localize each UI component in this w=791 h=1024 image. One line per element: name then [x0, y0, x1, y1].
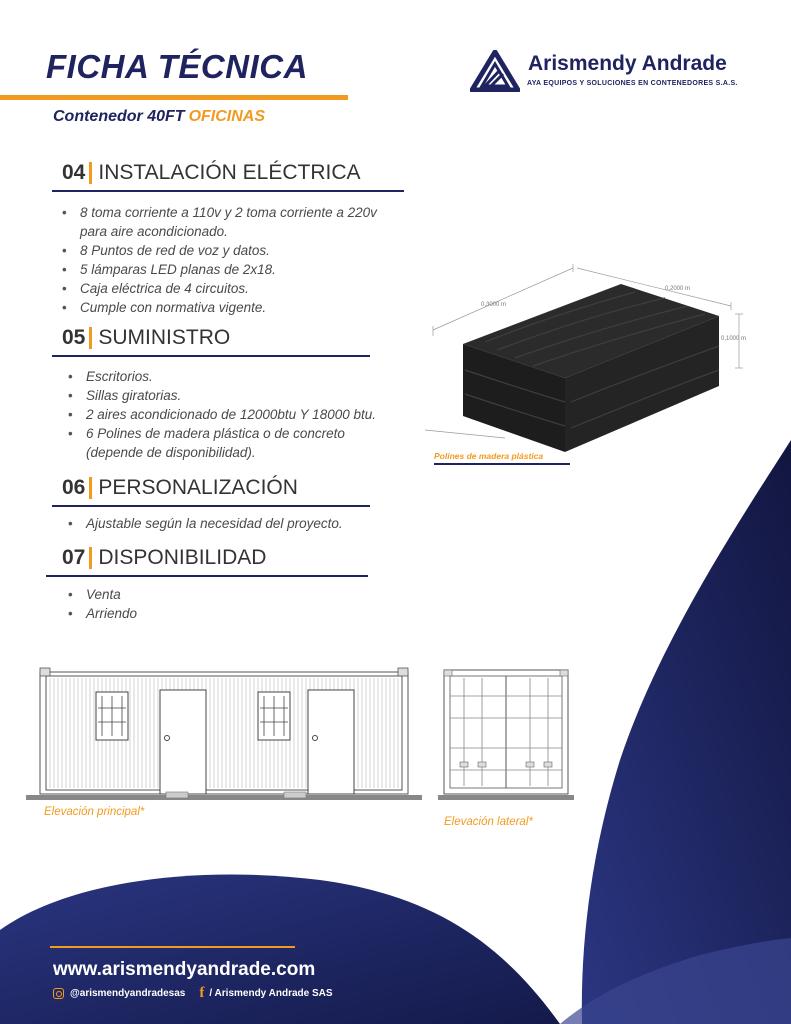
dimension-width-label: 0,2000 m: [665, 286, 691, 292]
main-elevation-drawing: [26, 666, 422, 804]
website-link[interactable]: www.arismendyandrade.com: [53, 959, 316, 980]
render-caption: Polines de madera plástica: [434, 451, 570, 465]
section-number: 05: [62, 326, 86, 349]
section-separator: [89, 162, 92, 184]
section-04-heading: [62, 158, 361, 188]
section-number: 06: [62, 476, 86, 499]
dimension-length-label: 0,3000 m: [481, 302, 507, 308]
list-item: • 8 toma corriente a 110v y 2 toma corriente a 220v para aire acondicionado.: [58, 203, 388, 241]
section-number: 07: [62, 546, 86, 569]
section-title: PERSONALIZACIÓN: [98, 476, 298, 499]
brand-tagline: AYA EQUIPOS Y SOLUCIONES EN CONTENEDORES S.A.S.: [527, 80, 738, 87]
section-title: INSTALACIÓN ELÉCTRICA: [98, 161, 361, 184]
list-item: • Ajustable según la necesidad del proyecto.: [64, 514, 404, 533]
list-item: • Sillas giratorias.: [64, 386, 424, 405]
instagram-icon: [53, 988, 64, 999]
facebook-handle[interactable]: / Arismendy Andrade SAS: [209, 988, 333, 999]
section-title: SUMINISTRO: [98, 326, 231, 349]
section-05-list: [64, 367, 424, 462]
list-item: • 2 aires acondicionado de 12000btu Y 18000 btu.: [64, 405, 424, 424]
page-subtitle: [53, 108, 265, 126]
page-title: FICHA TÉCNICA: [46, 48, 308, 85]
instagram-handle[interactable]: @arismendyandradesas: [70, 988, 186, 999]
section-05-heading: [62, 323, 230, 353]
list-item: • Caja eléctrica de 4 circuitos.: [58, 279, 388, 298]
section-06-list: [64, 514, 404, 533]
section-04-rule: [52, 190, 404, 192]
list-item: • Arriendo: [64, 604, 264, 623]
wood-block-render: [425, 262, 765, 462]
section-07-rule: [46, 575, 368, 577]
list-item: • Escritorios.: [64, 367, 424, 386]
social-row: [53, 985, 333, 1002]
section-separator: [89, 327, 92, 349]
dimension-height-label: 0,1000 m: [721, 336, 747, 342]
section-07-list: [64, 585, 264, 623]
brand-name: Arismendy Andrade: [528, 52, 727, 75]
section-07-heading: [62, 543, 266, 573]
section-06-rule: [52, 505, 370, 507]
list-item: • 6 Polines de madera plástica o de concreto (depende de disponibilidad).: [64, 424, 376, 462]
section-06-heading: [62, 473, 298, 503]
footer-divider: [50, 946, 295, 948]
title-underline: [0, 95, 348, 100]
section-title: DISPONIBILIDAD: [98, 546, 267, 569]
list-item: • Venta: [64, 585, 264, 604]
list-item: • 5 lámparas LED planas de 2x18.: [58, 260, 388, 279]
side-elevation-caption: Elevación lateral*: [444, 816, 533, 828]
side-elevation-drawing: [438, 666, 574, 804]
facebook-icon: f: [199, 985, 205, 1001]
section-04-list: [58, 203, 388, 317]
list-item: • Cumple con normativa vigente.: [58, 298, 388, 317]
list-item: • 8 Puntos de red de voz y datos.: [58, 241, 388, 260]
section-separator: [89, 477, 92, 499]
section-number: 04: [62, 161, 86, 184]
subtitle-accent: OFICINAS: [188, 108, 266, 125]
triangle-logo-icon: [470, 50, 520, 92]
subtitle-main: Contenedor 40FT: [53, 108, 185, 125]
section-separator: [89, 547, 92, 569]
main-elevation-caption: Elevación principal*: [44, 806, 145, 818]
section-05-rule: [52, 355, 370, 357]
